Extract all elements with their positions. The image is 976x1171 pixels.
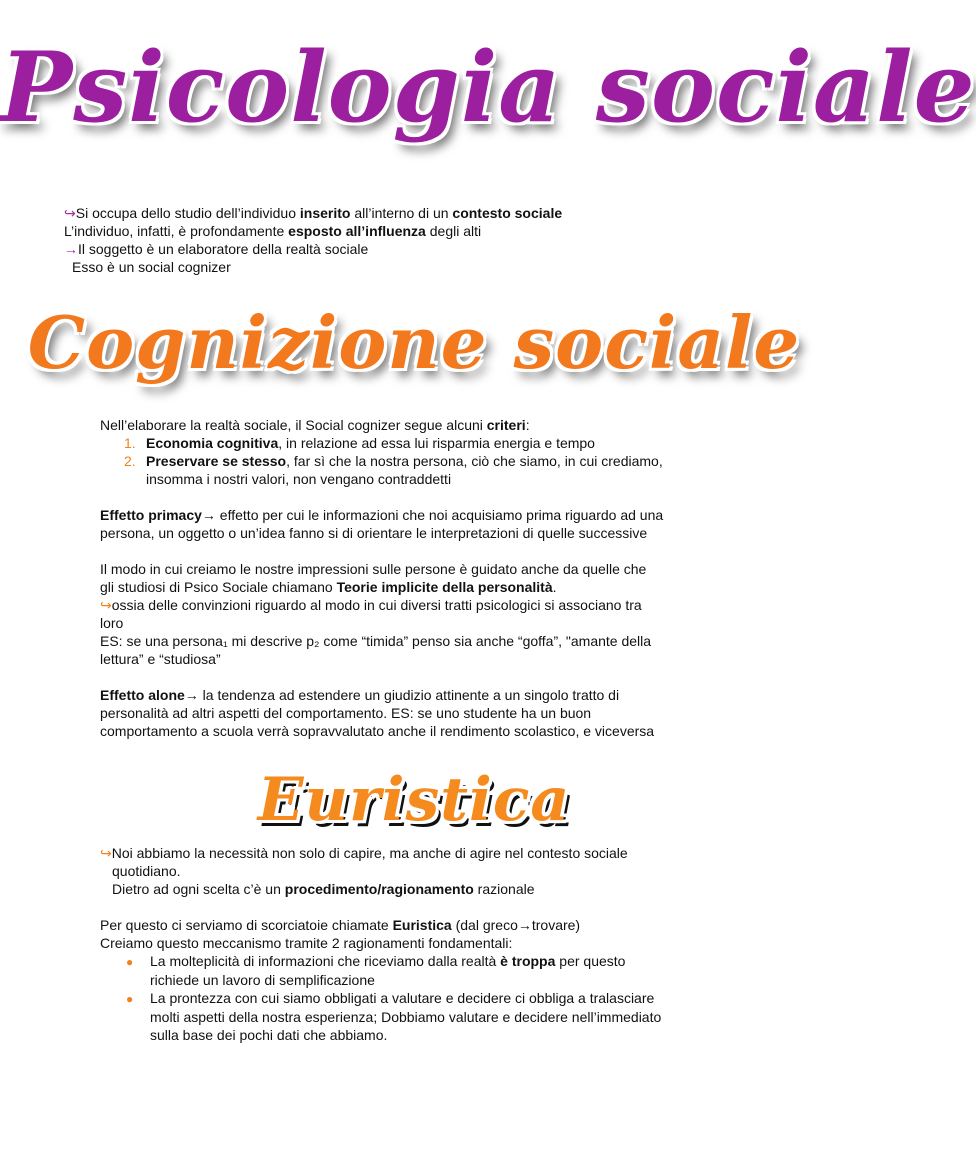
bullet-item-2-cont-1: molti aspetti della nostra esperienza; Dobbiamo valutare e decidere nell’immediato bbox=[150, 1009, 662, 1025]
implicit-line-4: loro bbox=[100, 615, 124, 631]
criteria-item-2-cont: insomma i nostri valori, non vengano contraddetti bbox=[146, 471, 452, 487]
bullet-icon: ● bbox=[126, 955, 134, 969]
intro-line-1: ↪Si occupa dello studio dell’individuo inserito all’interno di un contesto sociale bbox=[64, 205, 563, 221]
section-title-cognition: Cognizione sociale bbox=[27, 300, 801, 385]
intro-line-3: →Il soggetto è un elaboratore della realtà sociale bbox=[64, 241, 369, 257]
need-line-3: Dietro ad ogni scelta c’è un procedimento/ragionamento razionale bbox=[112, 881, 535, 897]
halo-line-2: personalità ad altri aspetti del comportamento. ES: se uno studente ha un buon bbox=[100, 705, 592, 721]
criteria-lead: Nell’elaborare la realtà sociale, il Social cognizer segue alcuni criteri: bbox=[100, 417, 530, 433]
intro-line-4: Esso è un social cognizer bbox=[72, 259, 231, 275]
arrow-icon: → bbox=[64, 241, 78, 257]
implicit-line-3: ↪ossia delle convinzioni riguardo al modo in cui diversi tratti psicologici si associano tra bbox=[100, 597, 642, 613]
implicit-line-6: lettura” e “studiosa” bbox=[100, 651, 221, 667]
bullet-item-2-cont-2: sulla base dei pochi dati che abbiamo. bbox=[150, 1027, 388, 1043]
primacy-line-1: Effetto primacy→ effetto per cui le informazioni che noi acquisiamo prima riguardo ad una bbox=[100, 507, 664, 523]
primacy-line-2: persona, un oggetto o un’idea fanno si di orientare le interpretazioni di quelle successive bbox=[100, 525, 648, 541]
criteria-item-1: 1. Economia cognitiva, in relazione ad essa lui risparmia energia e tempo bbox=[124, 435, 595, 451]
halo-line-3: comportamento a scuola verrà sopravvalutato anche il rendimento scolastico, e viceversa bbox=[100, 723, 655, 739]
page-title: Psicologia sociale bbox=[0, 31, 976, 144]
need-line-1: ↪Noi abbiamo la necessità non solo di capire, ma anche di agire nel contesto sociale bbox=[100, 845, 628, 861]
halo-line-1: Effetto alone→ la tendenza ad estendere un giudizio attinente a un singolo tratto di bbox=[100, 687, 620, 703]
need-line-2: quotidiano. bbox=[112, 863, 181, 879]
implicit-line-1: Il modo in cui creiamo le nostre impressioni sulle persone è guidato anche da quelle che bbox=[100, 561, 647, 577]
hook-arrow-icon: ↪ bbox=[100, 597, 112, 613]
bullet-item-2: ● La prontezza con cui siamo obbligati a valutare e decidere ci obbliga a tralasciare bbox=[126, 990, 655, 1006]
hook-arrow-icon: ↪ bbox=[100, 845, 112, 861]
implicit-line-5: ES: se una persona₁ mi descrive p₂ come “timida” penso sia anche “goffa”, "amante della bbox=[100, 633, 652, 649]
bullet-item-1-cont: richiede un lavoro di semplificazione bbox=[150, 972, 375, 988]
heuristics-section bbox=[100, 844, 661, 1044]
use-line-2: Creiamo questo meccanismo tramite 2 ragionamenti fondamentali: bbox=[100, 935, 513, 951]
intro-section bbox=[64, 204, 562, 276]
implicit-line-2: gli studiosi di Psico Sociale chiamano Teorie implicite della personalità. bbox=[100, 579, 557, 595]
hook-arrow-icon: ↪ bbox=[64, 205, 76, 221]
cognition-section bbox=[100, 416, 663, 740]
intro-line-2: L’individuo, infatti, è profondamente esposto all’influenza degli alti bbox=[64, 223, 482, 239]
criteria-item-2: 2. Preservare se stesso, far sì che la nostra persona, ciò che siamo, in cui crediamo, bbox=[124, 453, 663, 469]
use-line-1: Per questo ci serviamo di scorciatoie chiamate Euristica (dal greco→trovare) bbox=[100, 917, 581, 933]
bullet-item-1: ● La molteplicità di informazioni che riceviamo dalla realtà è troppa per questo bbox=[126, 953, 626, 969]
section-title-heuristics: Euristica bbox=[257, 765, 571, 835]
bullet-icon: ● bbox=[126, 992, 134, 1006]
